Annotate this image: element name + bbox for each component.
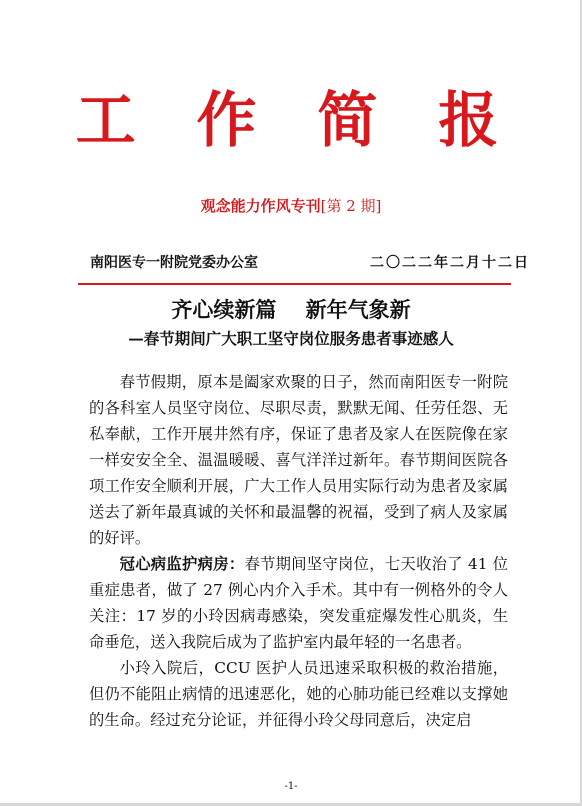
paragraph-text: 春节假期，原本是阖家欢聚的日子，然而南阳医专一附院的各科室人员坚守岗位、尽职尽责，默默无闻、任劳任怨、无私奉献，工作开展井然有序，保证了患者及家人在医院像在家一样安安全全、温温暖暖、喜气洋洋过新年。春节期间医院各项工作安全顺利开展，广大工作人员用实际行动为患者及家属送去了新年最真诚的关怀和最温馨的祝福，受到了病人及家属的好评。	[89, 373, 508, 547]
paragraph	[89, 655, 508, 733]
issue-date: 二〇二二年二月十二日	[370, 255, 530, 271]
paragraph-text: 春节期间坚守岗位，七天收治了 41 位重症患者，做了 27 例心内介入手术。其中有一例格外的令人关注：17 岁的小玲因病毒感染，突发重症爆发性心肌炎，生命垂危，送入我院后成为了监护室内最年轻的一名患者。	[89, 555, 508, 651]
issue-number: [第 2 期]	[320, 197, 382, 215]
article-subtitle: —春节期间广大职工坚守岗位服务患者事迹感人	[128, 329, 454, 348]
paragraph	[89, 551, 508, 655]
paragraph	[89, 369, 508, 551]
issue-line	[0, 196, 582, 216]
red-divider	[78, 283, 511, 285]
paragraph-lead: 冠心病监护病房：	[119, 555, 245, 573]
issue-label: 观念能力作风专刊	[200, 197, 321, 215]
article-title: 齐心续新篇 新年气象新	[171, 297, 411, 322]
issuing-office: 南阳医专一附院党委办公室	[90, 255, 258, 271]
paragraph-text: 小玲入院后，CCU 医护人员迅速采取积极的救治措施，但仍不能阻止病情的迅速恶化，她的心肺功能已经难以支撑她的生命。经过充分论证，并征得小玲父母同意后，决定启	[89, 659, 508, 729]
article-body	[89, 369, 508, 733]
masthead-title: 工 作 简 报	[75, 86, 519, 156]
page-number: -1-	[284, 781, 298, 792]
